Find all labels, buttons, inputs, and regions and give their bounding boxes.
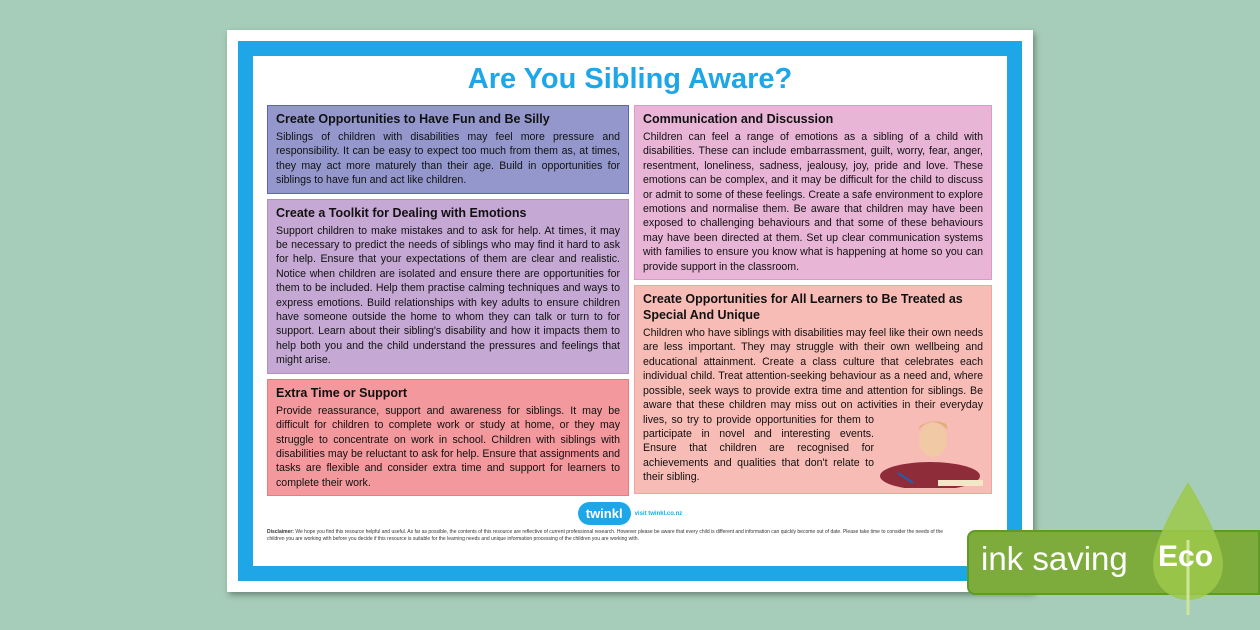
left-column: [267, 105, 629, 496]
visit-link[interactable]: visit twinkl.co.nz: [634, 510, 683, 517]
panel-special: [634, 285, 992, 494]
twinkl-logo[interactable]: [267, 502, 993, 525]
panel-extra-time: [267, 379, 629, 496]
twinkl-cloud-logo: twinkl: [578, 502, 631, 525]
poster-frame: [238, 41, 1022, 581]
right-column: [634, 105, 992, 494]
poster-card: [227, 30, 1033, 592]
panel-communication: [634, 105, 992, 280]
disclaimer: Disclaimer: We hope you find this resource helpful and useful. As far as possible, the contents of this resource are reflective of current professional research. However please be aware that every child is different and information can quickly become out of date. Please take time to consider the needs of the children you are working with before you decide if this resource is suitable for the learning needs and unique information processing of the children you are working with.: [267, 529, 944, 543]
poster-inner: [253, 56, 1007, 566]
panel-body: Provide reassurance, support and awareness for siblings. It may be difficult for children to complete work or study at home, or they may struggle to concentrate on work in school. Children with siblings with disabilities may be reluctant to ask for help. Ensure that assignments and tasks are flexible and consider extra time and support for learners to complete their work.: [276, 404, 620, 489]
panel-heading: Create Opportunities to Have Fun and Be Silly: [276, 112, 550, 126]
panel-heading: Communication and Discussion: [643, 112, 834, 126]
panel-body: Siblings of children with disabilities may feel more pressure and responsibility. It can be easy to expect too much from them as, at times, they may act more maturely than their age. Build in opportunities for siblings to have fun and act like children.: [276, 131, 620, 187]
panel-toolkit: [267, 199, 629, 374]
panel-body: Children who have siblings with disabilities may feel like their own needs are less important. They may struggle with their own wellbeing and educational attainment. Create a class culture that celebrates each individual child. Treat attention-seeking behaviour as a need and, where possible, seek ways to provide extra time and attention for siblings. Be aware that these children may miss out on activities in their everyday lives, so try to provide opportunities for them to participate in novel and interesting events. Ensure that children are recognised for achievements and qualities that don't relate to their sibling.: [643, 327, 983, 484]
panel-heading: Extra Time or Support: [276, 385, 408, 400]
panel-body: Support children to make mistakes and to ask for help. At times, it may be necessary to predict the needs of siblings who may find it hard to ask for help. Ensure that your expectations of them are clear and realistic. Notice when children are isolated and ensure there are opportunities for them to be included. Help them practise calming techniques and ways to express emotions. Build relationships with key adults to ensure children have someone outside the home to whom they can talk or turn to for support. Learn about their sibling's disability and how it impacts them to help both you and the child understand the pressures and feelings that might arise.: [276, 224, 620, 367]
eco-label: Eco: [1158, 540, 1214, 573]
panel-columns: [267, 105, 993, 496]
panel-heading: Create Opportunities for All Learners to Be Treated as Special And Unique: [643, 292, 963, 323]
panel-body: Children can feel a range of emotions as a sibling of a child with disabilities. These can include embarrassment, guilt, worry, fear, anger, resentment, loneliness, sadness, jealousy, joy, pride and love. These emotions can be complex, and it may be difficult for the child to discuss or admit to some of these feelings. Create a safe environment to explore emotions and normalise them. Be aware that children may have been exposed to challenging behaviours and that some of these behaviours may have been directed at them. Set up clear communication systems with families to ensure you know what is happening at home so you can provide support in the classroom.: [643, 131, 983, 273]
student-illustration: [878, 418, 983, 488]
ink-saving-label: ink saving: [981, 540, 1128, 577]
panel-fun: [267, 105, 629, 194]
poster-title: Are You Sibling Aware?: [467, 63, 793, 95]
panel-heading: Create a Toolkit for Dealing with Emotions: [276, 205, 527, 220]
